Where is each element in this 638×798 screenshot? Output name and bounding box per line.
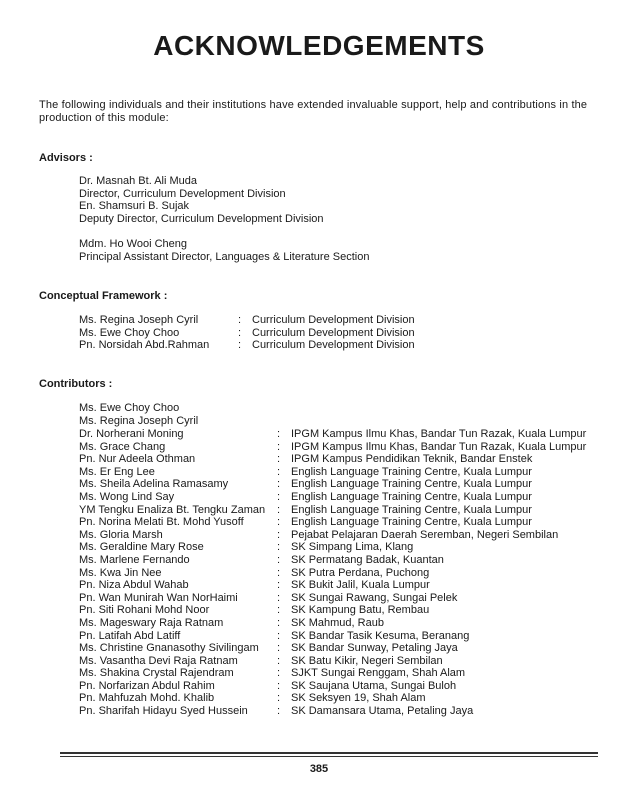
contributor-institution: SK Sungai Rawang, Sungai Pelek — [291, 591, 458, 604]
contributor-row — [79, 516, 586, 529]
contributor-institution: SK Seksyen 19, Shah Alam — [291, 692, 426, 705]
conceptual-framework-row — [79, 339, 415, 352]
advisor-line: Director, Curriculum Development Division — [79, 187, 286, 200]
page-number: 385 — [309, 763, 329, 775]
contributor-name: Ms. Gloria Marsh — [79, 528, 163, 541]
contributor-row — [79, 655, 586, 668]
contributor-institution: English Language Training Centre, Kuala Lumpur — [291, 465, 532, 478]
contributor-name: Ms. Sheila Adelina Ramasamy — [79, 478, 229, 491]
contributor-name: Ms. Marlene Fernando — [79, 553, 190, 566]
footer-rule — [60, 752, 598, 754]
conceptual-framework-name: Ms. Regina Joseph Cyril — [79, 314, 199, 326]
advisor-line: Dr. Masnah Bt. Ali Muda — [79, 175, 197, 187]
contributor-name: Pn. Siti Rohani Mohd Noor — [79, 604, 210, 617]
contributor-row — [79, 529, 586, 542]
contributor-institution: SK Permatang Badak, Kuantan — [291, 553, 444, 566]
contributor-institution: SK Putra Perdana, Puchong — [291, 566, 430, 579]
separator-colon: : — [277, 579, 281, 592]
contributor-name: Pn. Norfarizan Abdul Rahim — [79, 679, 215, 692]
contributor-row — [79, 642, 586, 655]
contributor-name: Pn. Nur Adeela Othman — [79, 453, 196, 466]
separator-colon: : — [277, 478, 281, 491]
separator-colon: : — [277, 541, 281, 554]
separator-colon: : — [277, 440, 281, 453]
contributor-name: Ms. Ewe Choy Choo — [79, 402, 180, 414]
separator-colon: : — [238, 339, 242, 352]
advisor-line: En. Shamsuri B. Sujak — [79, 200, 190, 213]
contributor-row — [79, 428, 586, 441]
contributor-institution: IPGM Kampus Ilmu Khas, Bandar Tun Razak, Kuala Lumpur — [291, 440, 587, 453]
contributor-name: Pn. Sharifah Hidayu Syed Hussein — [79, 705, 248, 718]
contributor-name: Ms. Geraldine Mary Rose — [79, 541, 204, 554]
contributors-heading: Contributors : — [39, 378, 113, 390]
separator-colon: : — [277, 705, 281, 718]
contributors-list — [79, 428, 586, 718]
contributor-institution: SK Simpang Lima, Klang — [291, 541, 414, 554]
contributor-row — [79, 579, 586, 592]
conceptual-framework-institution: Curriculum Development Division — [252, 326, 415, 339]
page-title: ACKNOWLEDGEMENTS — [153, 30, 485, 61]
contributor-institution: Pejabat Pelajaran Daerah Seremban, Negeri Sembilan — [291, 528, 559, 541]
separator-colon: : — [277, 616, 281, 629]
contributor-name: Pn. Wan Munirah Wan NorHaimi — [79, 591, 238, 604]
separator-colon: : — [277, 642, 281, 655]
contributor-name: Ms. Regina Joseph Cyril — [79, 414, 199, 427]
contributor-row — [79, 491, 586, 504]
separator-colon: : — [277, 428, 281, 440]
separator-colon: : — [277, 516, 281, 529]
contributor-institution: IPGM Kampus Ilmu Khas, Bandar Tun Razak, Kuala Lumpur — [291, 428, 587, 440]
contributor-institution: SK Bukit Jalil, Kuala Lumpur — [291, 579, 430, 592]
separator-colon: : — [277, 604, 281, 617]
contributor-name: Ms. Wong Lind Say — [79, 490, 175, 503]
conceptual-framework-list — [79, 314, 415, 352]
contributor-row — [79, 592, 586, 605]
contributor-institution: SK Batu Kikir, Negeri Sembilan — [291, 654, 443, 667]
intro-paragraph: The following individuals and their institutions have extended invaluable support, help and contributions in the production of this module: — [39, 99, 588, 124]
conceptual-framework-institution: Curriculum Development Division — [252, 314, 415, 326]
contributor-institution: English Language Training Centre, Kuala Lumpur — [291, 490, 532, 503]
separator-colon: : — [277, 490, 281, 503]
contributor-institution: English Language Training Centre, Kuala Lumpur — [291, 478, 532, 491]
contributor-row — [79, 680, 586, 693]
contributor-row — [79, 453, 586, 466]
separator-colon: : — [277, 629, 281, 642]
separator-colon: : — [277, 503, 281, 516]
separator-colon: : — [238, 326, 242, 339]
contributor-row — [79, 617, 586, 630]
contributor-institution: SK Mahmud, Raub — [291, 616, 384, 629]
contributor-institution: English Language Training Centre, Kuala Lumpur — [291, 516, 532, 529]
contributor-row — [79, 630, 586, 643]
contributor-name: YM Tengku Enaliza Bt. Tengku Zaman — [79, 503, 266, 516]
contributor-row — [79, 441, 586, 454]
contributor-name: Ms. Kwa Jin Nee — [79, 566, 162, 579]
conceptual-framework-heading: Conceptual Framework : — [39, 290, 168, 302]
separator-colon: : — [277, 566, 281, 579]
conceptual-framework-name: Pn. Norsidah Abd.Rahman — [79, 339, 210, 352]
contributor-institution: SK Kampung Batu, Rembau — [291, 604, 430, 617]
contributor-name: Ms. Christine Gnanasothy Sivilingam — [79, 642, 259, 655]
conceptual-framework-name: Ms. Ewe Choy Choo — [79, 326, 180, 339]
contributor-name: Ms. Mageswary Raja Ratnam — [79, 616, 224, 629]
conceptual-framework-row — [79, 314, 415, 327]
separator-colon: : — [238, 314, 242, 326]
contributor-institution: SJKT Sungai Renggam, Shah Alam — [291, 667, 466, 680]
contributor-institution: SK Bandar Sunway, Petaling Jaya — [291, 642, 458, 655]
contributor-institution: IPGM Kampus Pendidikan Teknik, Bandar Enstek — [291, 453, 533, 466]
contributor-row — [79, 554, 586, 567]
contributor-row — [79, 466, 586, 479]
separator-colon: : — [277, 528, 281, 541]
contributor-institution: English Language Training Centre, Kuala Lumpur — [291, 503, 532, 516]
contributor-name: Ms. Shakina Crystal Rajendram — [79, 667, 234, 680]
advisor-line: Deputy Director, Curriculum Development Division — [79, 212, 324, 225]
contributor-institution: SK Bandar Tasik Kesuma, Beranang — [291, 629, 470, 642]
contributor-row — [79, 667, 586, 680]
contributor-institution: SK Damansara Utama, Petaling Jaya — [291, 705, 474, 718]
separator-colon: : — [277, 692, 281, 705]
contributor-name: Ms. Vasantha Devi Raja Ratnam — [79, 654, 238, 667]
contributor-name: Pn. Latifah Abd Latiff — [79, 629, 181, 642]
contributor-name: Pn. Norina Melati Bt. Mohd Yusoff — [79, 516, 244, 529]
advisor-line: Principal Assistant Director, Languages & Literature Section — [79, 250, 370, 263]
conceptual-framework-row — [79, 327, 415, 340]
separator-colon: : — [277, 654, 281, 667]
contributor-row — [79, 504, 586, 517]
footer-rule-thin — [60, 756, 598, 757]
contributor-institution: SK Saujana Utama, Sungai Buloh — [291, 679, 457, 692]
contributor-row — [79, 705, 586, 718]
advisor-line: Mdm. Ho Wooi Cheng — [79, 238, 188, 250]
separator-colon: : — [277, 453, 281, 466]
advisors-list — [79, 175, 324, 225]
contributor-row — [79, 604, 586, 617]
contributor-name: Pn. Mahfuzah Mohd. Khalib — [79, 692, 215, 705]
separator-colon: : — [277, 679, 281, 692]
contributor-row — [79, 541, 586, 554]
separator-colon: : — [277, 553, 281, 566]
contributor-name: Pn. Niza Abdul Wahab — [79, 579, 189, 592]
conceptual-framework-institution: Curriculum Development Division — [252, 339, 415, 352]
contributors-solo-list — [79, 402, 198, 427]
contributor-row — [79, 567, 586, 580]
contributor-row — [79, 478, 586, 491]
separator-colon: : — [277, 667, 281, 680]
contributor-name: Ms. Er Eng Lee — [79, 465, 155, 478]
contributor-name: Ms. Grace Chang — [79, 440, 166, 453]
contributor-name: Dr. Norherani Moning — [79, 428, 184, 440]
advisors-list-2 — [79, 238, 369, 263]
separator-colon: : — [277, 591, 281, 604]
advisors-heading: Advisors : — [39, 152, 93, 164]
contributor-row — [79, 692, 586, 705]
separator-colon: : — [277, 465, 281, 478]
